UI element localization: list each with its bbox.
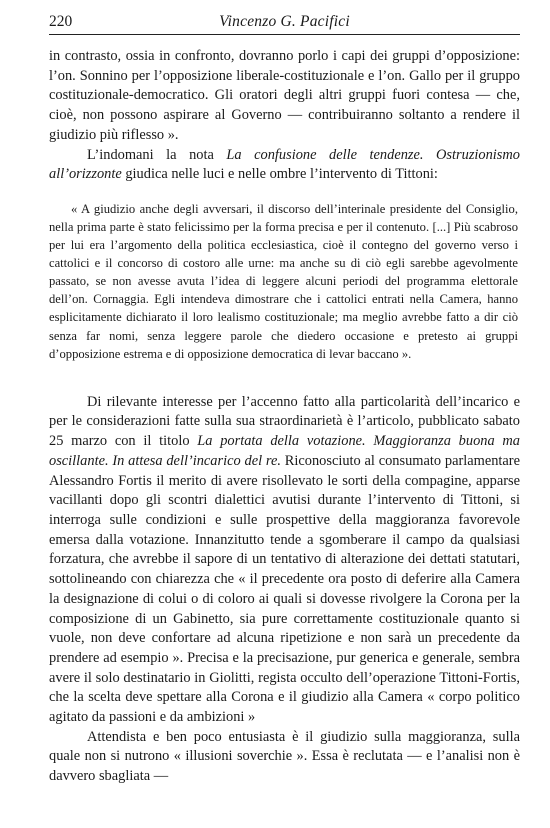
paragraph-3 bbox=[49, 393, 520, 728]
paragraph-3-text-b: Riconosciuto al consumato parlamentare Alessandro Fortis il merito di avere risollevato le sorti della compagine, apparse vacillanti dopo gli scontri dialettici avutisi durante l’intervento di Tittoni, si interroga sulle condizioni e sulle prospettive della maggioranza favorevole emersa dalla votazione. Innanzitutto tende a sgomberare il campo da qualsiasi forzatura, che avrebbe il sapore di un tentativo di alterazione dei dettati statutari, sottolineando con chiarezza che « il precedente ora posto di deferire alla Camera la designazione di colui o di coloro ai quali si dovesse rivolgere la Corona per la composizione di un Gabinetto, sia pure correttamente costituzionale quanto si vuole, non deve confortare ad alcuna ripetizione e non sarà un precedente da prendere ad esempio ». Precisa e la precisazione, pur generica e generale, sembra avere il solo destinatario in Giolitti, regista occulto dell’operazione Tittoni-Fortis, che la scelta deve spettare alla Corona e il giudizio alla Camera « corpo politico agitato da passioni e da ambizioni » bbox=[49, 452, 520, 726]
page-number: 220 bbox=[49, 13, 73, 30]
book-page bbox=[49, 12, 520, 787]
paragraph-4: Attendista e ben poco entusiasta è il giudizio sulla maggioranza, sulla quale non si nutrono « illusioni soverchie ». Essa è reclutata — e l’analisi non è davvero sbagliata — bbox=[49, 728, 520, 785]
paragraph-3-text-a: Di rilevante interesse per l’accenno fatto alla particolarità dell’incarico e per le considerazioni fatte sulla sua straordinarietà è l’articolo, pubblicato sabato 25 marzo con il titolo bbox=[49, 393, 520, 450]
article-title-1: La confusione delle tendenze. Ostruzionismo all’orizzonte bbox=[49, 146, 520, 183]
page-body bbox=[49, 47, 520, 787]
paragraph-1: in contrasto, ossia in confronto, dovranno porlo i capi dei gruppi d’opposizione: l’on. Sonnino per l’opposizione liberale-costituzionale e l’on. Gallo per il gruppo costituzionale-democratico. Gli oratori degli altri gruppi fuori contesa — che, cioè, non possono aspirare al Governo — contribuiranno soltanto a rendere il giudizio più riflesso ». bbox=[49, 48, 520, 143]
running-head bbox=[49, 12, 520, 35]
paragraph-2-text-a: L’indomani la nota bbox=[87, 146, 227, 163]
paragraph-2 bbox=[49, 146, 520, 185]
paragraph-2-text-b: giudica nelle luci e nelle ombre l’intervento di Tittoni: bbox=[121, 166, 438, 183]
header-author: Vincenzo G. Pacifici bbox=[219, 13, 350, 30]
section-gap bbox=[49, 363, 520, 393]
article-title-2: La portata della votazione. Maggioranza buona ma oscillante. In attesa dell’incarico del re. bbox=[49, 433, 520, 469]
block-quote: « A giudizio anche degli avversari, il discorso dell’interinale presidente del Consiglio, nella prima parte è stato felicissimo per la forma precisa e per il contenuto. [...] Più scabroso per lui era l’argomento della politica ecclesiastica, cioè il contegno del governo verso i cattolici e il concorso di costoro alle urne: ma anche su di ciò egli sarebbe agevolmente passato, se non avesse avuta l’idea di leggere alcuni periodi del programma elettorale dell’on. Cornaggia. Egli intendeva dimostrare che i cattolici entrati nella Camera, hanno esplicitamente dichiarato il loro lealismo costituzionale; ma meglio avrebbe fatto a dir ciò senza far nomi, senza leggere parole che diedero occasione e pretesto ai gruppi d’opposizione estrema e di opposizione democratica di levar baccano ». bbox=[49, 201, 518, 361]
